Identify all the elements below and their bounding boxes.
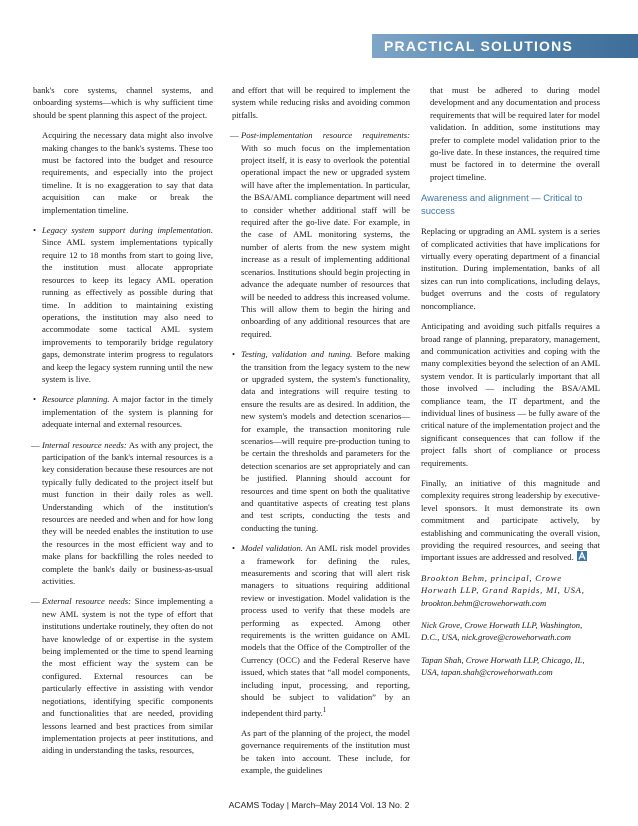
paragraph: bank's core systems, channel systems, and onboarding systems—which is why sufficient time should be spent planning this aspect of the project. xyxy=(33,85,213,120)
acams-logo-icon xyxy=(577,551,587,561)
author-credit: Tapan Shah, Crowe Horwath LLP, Chicago, IL, USA, tapan.shah@crowehorwath.com xyxy=(421,654,585,678)
bullet-item xyxy=(33,393,213,430)
author-credit xyxy=(421,572,600,609)
bullet-text: An AML risk model provides a framework for defining the rules, measurements and scoring that will alert risk managers to situations requiring additional review or investigation. Model validation is the process used to verify that these models are performing as expected. Among other requirements is the written guidance on AML models that the Office of the Comptroller of the Currency (OCC) and the Federal Reserve have issued, which states that “all model components, including input, processing, and reporting, should be subject to validation” by an independent third party. xyxy=(241,543,410,718)
dash-item xyxy=(33,595,213,756)
bullet-lead: Model validation. xyxy=(241,543,303,554)
paragraph: Acquiring the necessary data might also involve making changes to the bank's systems. These too must be factored into the budget and resource requirements, and especially into the project timeline. It is no exaggeration to say that data acquisition can make or break the implementation timeline. xyxy=(42,130,213,215)
dash-item xyxy=(33,439,213,588)
dash-item xyxy=(232,129,410,340)
section-banner xyxy=(372,34,638,58)
footnote-ref: 1 xyxy=(322,705,327,714)
paragraph: that must be adhered to during model development and any documentation and process requirements that will be required later for model validation. In addition, some institutions may prefer to complete model validation prior to the go-live date. In these instances, the required time must be factored in to determine the overall project timeline. xyxy=(430,85,600,182)
paragraph: Anticipating and avoiding such pitfalls requires a broad range of planning, preparatory, management, and communication activities and coping with the many complexities beyond the selection of an AML system vendor. It is particularly important that all those involved — including the BSA/AML compliance team, the IT department, and the individual lines of business — be fully aware of the critical nature of the implementation project and the significant consequences that can follow if the project falls short of compliance or process requirements. xyxy=(421,321,600,468)
bullet-text: A major factor in the timely implementation of the system is planning for adequate internal and external resources. xyxy=(42,394,213,430)
section-heading: Awareness and alignment — Critical to success xyxy=(421,192,583,217)
author-email: brookton.behm@crowehorwath.com xyxy=(421,597,547,608)
author-credit: Nick Grove, Crowe Horwath LLP, Washington, D.C., USA, nick.grove@crowehorwath.com xyxy=(421,620,583,643)
bullet-item xyxy=(232,348,410,534)
author-name: Brookton Behm, principal, Crowe Horwath LLP, Grand Rapids, MI, USA, xyxy=(421,572,585,596)
bullet-text: Before making the transition from the legacy system to the new or upgraded system, the system's functionality, data and integrations will require testing to ensure the results are as desired. In addition, the new system's models and detection scenarios—for example, the transaction monitoring rule scenarios—will require pre-production tuning to be certain the thresholds and parameters for the detection scenarios are set appropriately and can be justified. Planning should account for resources and time spent on both the qualitative and quantitative aspects of creating test plans and test scripts, conducting the tests and conducting the tuning. xyxy=(241,349,410,533)
page-footer: ACAMS Today | March–May 2014 Vol. 13 No. 2 xyxy=(228,800,410,810)
dash-lead: External resource needs: xyxy=(42,596,132,607)
bullet-item xyxy=(33,224,213,385)
paragraph: and effort that will be required to implement the system while reducing risks and avoiding common pitfalls. xyxy=(232,85,410,120)
dash-text: With so much focus on the implementation project itself, it is easy to overlook the potential operational impact the new or upgraded system will have after the implementation. In particular, the BSA/AML compliance department will need to consider whether additional staff will be required after the go-live date. For example, in the case of AML monitoring systems, the number of alerts from the new system might increase as a result of implementing additional scenarios. Institutions should begin projecting in advance the adequate number of resources that will be needed to address this increased volume. This will allow them to begin the hiring and onboarding of any additional resources that are required. xyxy=(241,142,410,339)
column-1 xyxy=(33,84,213,765)
paragraph: As part of the planning of the project, the model governance requirements of the institution must be taken into account. These include, for example, the guidelines xyxy=(241,727,410,775)
bullet-lead: Legacy system support during implementation. xyxy=(42,225,213,236)
bullet-lead: Resource planning. xyxy=(42,394,110,405)
paragraph xyxy=(421,477,600,564)
paragraph: Replacing or upgrading an AML system is a series of complicated activities that have implications for virtually every operating department of a financial institution. During implementation, banks of all sizes can run into complications, including delays, budget overruns and the costs of regulatory noncompliance. xyxy=(421,226,600,311)
paragraph-text: Finally, an initiative of this magnitude and complexity requires strong leadership by executive-level sponsors. It must demonstrate its own commitment and participate actively, by establishing and communicating the overall vision, providing the required resources, and seeing that important issues are addressed and resolved. xyxy=(421,477,600,563)
section-title: PRACTICAL SOLUTIONS xyxy=(384,38,573,54)
bullet-item xyxy=(232,542,410,719)
dash-text: As with any project, the participation of the bank's internal resources is a key consideration because these resources are not typically fully dedicated to the project itself but must function in their daily roles as well. Understanding which of the institution's resources are needed and when and for how long they will be needed enables the institution to use the resources in the most efficient way and to make plans for backfilling the roles needed to complete the bank's daily or business-as-usual activities. xyxy=(42,439,214,587)
bullet-text: Since AML system implementations typically require 12 to 18 months from start to going live, the institution must allocate appropriate resources to keep its legacy AML operation running as effectively as possible during that time. In addition to maintaining existing operations, the institution may also need to accommodate some tactical AML system improvements to temporarily bridge regulatory gaps, demonstrate interim progress to regulators and keep the legacy system running until the new system is live. xyxy=(42,237,213,384)
bullet-lead: Testing, validation and tuning. xyxy=(241,349,353,360)
dash-lead: Internal resource needs: xyxy=(42,439,127,450)
dash-text: Since implementing a new AML system is not the type of effort that institutions undertake routinely, they often do not have knowledge of or expertise in the system being implemented or the time to spend learning the most efficient way the system can be configured. External resources can be particularly effective in assisting with vendor negotiations, identifying specific components and functionalities that are needed, providing lessons learned and best practices from similar implementation projects at peer institutions, and aiding in understanding the tasks, resources, xyxy=(42,596,213,756)
column-2 xyxy=(232,84,410,784)
dash-lead: Post-implementation resource requirements: xyxy=(241,130,410,141)
column-3 xyxy=(421,84,600,689)
